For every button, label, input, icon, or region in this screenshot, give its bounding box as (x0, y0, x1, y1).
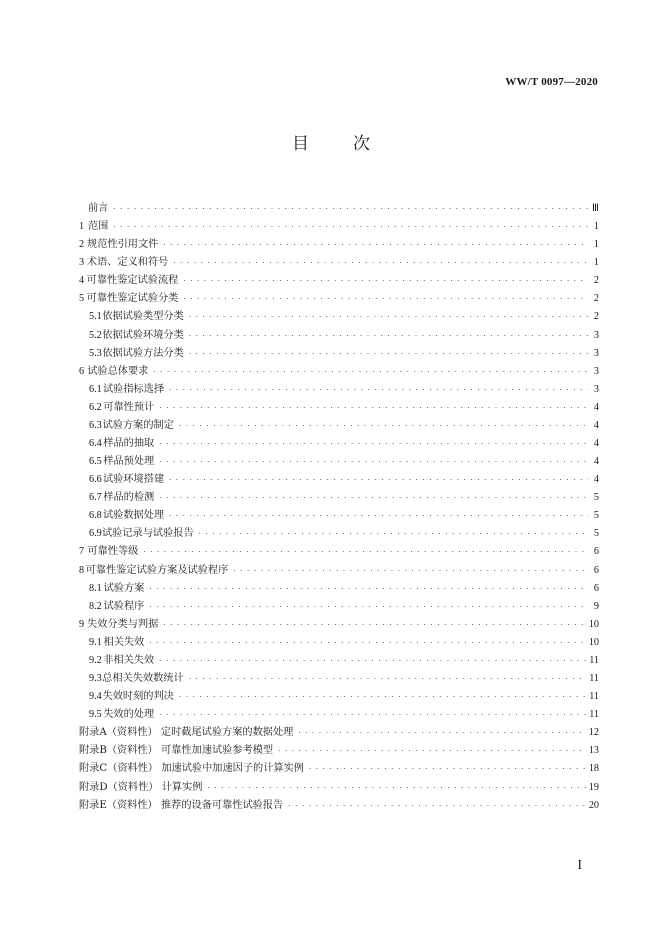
toc-leader-dots (189, 333, 588, 340)
toc-entry-label: 样品预处理 (103, 456, 155, 468)
toc-entry-label: 可靠性鉴定试验方案及试验程序 (85, 564, 229, 576)
toc-entry-label: 试验指标选择 (102, 383, 165, 395)
toc-entry-number: 9 (79, 618, 85, 630)
toc-entry-page: 1 (593, 221, 599, 233)
toc-leader-dots (189, 676, 586, 683)
toc-entry-number: 6.9 (89, 528, 102, 540)
toc-entry[interactable] (79, 344, 599, 362)
toc-entry-label: 失效分类与判据 (86, 618, 159, 630)
toc-leader-dots (309, 766, 586, 773)
toc-entry-number: 8 (79, 564, 85, 576)
toc-entry[interactable] (79, 271, 599, 289)
toc-entry-page: 4 (593, 438, 599, 450)
toc-entry-label: 试验方案 (103, 582, 145, 594)
toc-leader-dots (288, 803, 586, 810)
toc-leader-dots (298, 730, 585, 737)
toc-entry-label: 总相关失效数统计 (102, 673, 184, 685)
toc-entry-label: 术语、定义和符号 (86, 257, 169, 269)
toc-entry-page: 4 (593, 401, 599, 413)
toc-entry-label: 附录D（资料性） 计算实例 (79, 781, 203, 793)
toc-leader-dots (113, 224, 588, 231)
toc-leader-dots (278, 748, 586, 755)
toc-entry-page: 3 (593, 365, 599, 377)
toc-leader-dots (189, 314, 588, 321)
toc-entry[interactable] (79, 380, 599, 398)
toc-leader-dots (179, 694, 586, 701)
toc-entry-page: 1 (593, 257, 599, 269)
toc-entry[interactable] (79, 452, 599, 470)
toc-entry-label: 可靠性鉴定试验流程 (86, 275, 179, 287)
toc-entry[interactable] (79, 796, 599, 814)
page-title: 目次 (292, 134, 414, 154)
toc-entry-page: 11 (589, 691, 599, 703)
toc-entry[interactable] (79, 759, 599, 777)
toc-entry-number: 6.1 (89, 383, 102, 395)
toc-entry-page: Ⅲ (591, 203, 599, 214)
toc-entry[interactable] (79, 615, 599, 633)
toc-entry-label: 试验数据处理 (102, 510, 165, 522)
toc-entry[interactable] (79, 506, 599, 524)
toc-entry[interactable] (79, 705, 599, 723)
toc-entry[interactable] (79, 398, 599, 416)
toc-entry-label: 失效的处理 (103, 709, 155, 721)
toc-leader-dots (233, 568, 588, 575)
toc-entry[interactable] (79, 289, 599, 307)
toc-entry-page: 4 (593, 474, 599, 486)
toc-entry-number: 6.4 (89, 438, 102, 450)
toc-entry[interactable] (79, 723, 599, 741)
toc-entry-page: 12 (588, 727, 599, 739)
toc-entry-number: 8.1 (89, 582, 102, 594)
toc-entry-label: 附录C（资料性） 加速试验中加速因子的计算实例 (79, 763, 304, 775)
toc-entry-page: 3 (593, 383, 599, 395)
toc-entry-number: 9.5 (89, 709, 102, 721)
toc-entry-number: 6.3 (89, 419, 102, 431)
toc-entry-page: 5 (593, 510, 599, 522)
toc-entry-label: 试验程序 (103, 600, 145, 612)
toc-entry[interactable] (79, 434, 599, 452)
toc-entry-page: 2 (593, 293, 599, 305)
toc-entry[interactable] (79, 326, 599, 344)
page-number: I (577, 858, 582, 873)
toc-entry-number: 9.1 (89, 636, 102, 648)
toc-leader-dots (149, 586, 588, 593)
document-code: WW/T 0097—2020 (505, 76, 598, 88)
table-of-contents (79, 199, 599, 814)
toc-entry-label: 试验方案的制定 (102, 419, 174, 431)
toc-entry-label: 可靠性预计 (103, 401, 155, 413)
toc-entry-page: 10 (588, 636, 599, 648)
toc-entry-label: 附录E（资料性） 推荐的设备可靠性试验报告 (79, 799, 284, 811)
toc-entry-page: 9 (593, 600, 599, 612)
toc-entry-page: 3 (593, 329, 599, 341)
toc-entry-number: 5.2 (89, 329, 102, 341)
toc-leader-dots (169, 477, 588, 484)
toc-entry-label: 附录B（资料性） 可靠性加速试验参考模型 (79, 745, 274, 757)
toc-entry-page: 6 (593, 546, 599, 558)
toc-entry-label: 依据试验类型分类 (102, 311, 184, 323)
toc-entry[interactable] (79, 307, 599, 325)
toc-entry-number: 2 (79, 239, 85, 251)
toc-leader-dots (183, 296, 588, 303)
toc-entry-number: 4 (79, 275, 85, 287)
toc-leader-dots (173, 260, 588, 267)
toc-entry-label: 样品的检测 (103, 492, 155, 504)
toc-entry[interactable] (79, 488, 599, 506)
toc-entry[interactable] (79, 217, 599, 235)
toc-leader-dots (199, 531, 588, 538)
toc-entry-label: 依据试验环境分类 (102, 329, 184, 341)
toc-entry-label: 样品的抽取 (103, 438, 155, 450)
toc-entry-page: 5 (593, 528, 599, 540)
toc-entry-label: 可靠性等级 (87, 546, 139, 558)
toc-leader-dots (189, 351, 588, 358)
toc-entry-page: 1 (593, 239, 599, 251)
toc-leader-dots (159, 405, 588, 412)
toc-entry-number: 6.8 (89, 510, 102, 522)
toc-entry-number: 6.7 (89, 492, 102, 504)
toc-entry[interactable] (79, 362, 599, 380)
toc-entry[interactable] (79, 253, 599, 271)
toc-entry-page: 5 (593, 492, 599, 504)
toc-entry-number: 6.2 (89, 401, 102, 413)
toc-entry-page: 11 (589, 709, 599, 721)
toc-entry[interactable] (79, 524, 599, 542)
toc-entry-page: 4 (593, 456, 599, 468)
toc-entry-number: 6 (79, 365, 85, 377)
toc-entry[interactable] (79, 416, 599, 434)
toc-leader-dots (159, 441, 588, 448)
toc-entry-label: 非相关失效 (103, 654, 155, 666)
toc-entry-page: 13 (588, 745, 599, 757)
toc-leader-dots (149, 604, 588, 611)
toc-entry-number: 1 (79, 221, 85, 233)
toc-entry-page: 10 (588, 618, 599, 630)
toc-entry-page: 11 (589, 673, 599, 685)
toc-entry-number: 9.3 (89, 673, 102, 685)
toc-entry[interactable] (79, 561, 599, 579)
toc-leader-dots (207, 785, 585, 792)
toc-leader-dots (179, 423, 588, 430)
toc-entry-number: 5 (79, 293, 85, 305)
toc-leader-dots (159, 658, 586, 665)
toc-entry-number: 9.4 (89, 691, 102, 703)
toc-entry-label: 相关失效 (103, 636, 145, 648)
toc-entry[interactable] (79, 470, 599, 488)
toc-leader-dots (149, 640, 586, 647)
toc-entry-number: 6.5 (89, 456, 102, 468)
toc-entry-page: 20 (588, 799, 599, 811)
toc-leader-dots (153, 369, 588, 376)
toc-entry-page: 11 (589, 654, 599, 666)
toc-entry-page: 2 (593, 311, 599, 323)
toc-entry-number: 3 (79, 257, 85, 269)
toc-entry-page: 6 (593, 582, 599, 594)
toc-entry-label: 依据试验方法分类 (102, 347, 184, 359)
toc-entry[interactable] (79, 633, 599, 651)
toc-entry[interactable] (79, 778, 599, 796)
toc-entry[interactable] (79, 235, 599, 253)
toc-entry-number: 7 (79, 546, 85, 558)
toc-leader-dots (169, 387, 588, 394)
toc-entry[interactable] (79, 687, 599, 705)
toc-entry-label: 前言 (87, 203, 109, 214)
toc-entry-label: 规范性引用文件 (87, 239, 159, 251)
toc-leader-dots (169, 513, 588, 520)
toc-leader-dots (159, 459, 588, 466)
toc-entry-label: 可靠性鉴定试验分类 (86, 293, 179, 305)
toc-entry-number: 6.6 (89, 474, 102, 486)
toc-leader-dots (159, 712, 586, 719)
toc-leader-dots (143, 549, 588, 556)
toc-entry[interactable] (79, 597, 599, 615)
toc-entry[interactable] (79, 669, 599, 687)
toc-entry[interactable] (79, 651, 599, 669)
toc-leader-dots (183, 278, 588, 285)
toc-leader-dots (163, 622, 586, 629)
toc-entry-number: 9.2 (89, 654, 102, 666)
toc-entry-label: 附录A（资料性） 定时截尾试验方案的数据处理 (79, 727, 294, 739)
toc-entry[interactable] (79, 542, 599, 560)
toc-entry-page: 18 (588, 763, 599, 775)
toc-entry-number: 8.2 (89, 600, 102, 612)
toc-leader-dots (163, 242, 588, 249)
toc-entry-number: 5.1 (89, 311, 102, 323)
toc-entry[interactable] (79, 579, 599, 597)
toc-entry-page: 6 (593, 564, 599, 576)
toc-entry[interactable] (79, 199, 599, 217)
toc-entry-page: 2 (593, 275, 599, 287)
toc-entry-label: 试验记录与试验报告 (101, 528, 194, 540)
toc-entry-page: 19 (588, 781, 599, 793)
toc-entry-label: 试验总体要求 (87, 365, 149, 377)
toc-entry-label: 范围 (87, 221, 109, 233)
toc-entry-page: 3 (593, 347, 599, 359)
toc-entry-label: 失效时刻的判决 (102, 691, 174, 703)
toc-leader-dots (159, 495, 588, 502)
toc-entry-page: 4 (593, 419, 599, 431)
toc-entry-label: 试验环境搭建 (102, 474, 165, 486)
toc-entry-number: 5.3 (89, 347, 102, 359)
toc-entry[interactable] (79, 741, 599, 759)
toc-leader-dots (113, 206, 588, 213)
